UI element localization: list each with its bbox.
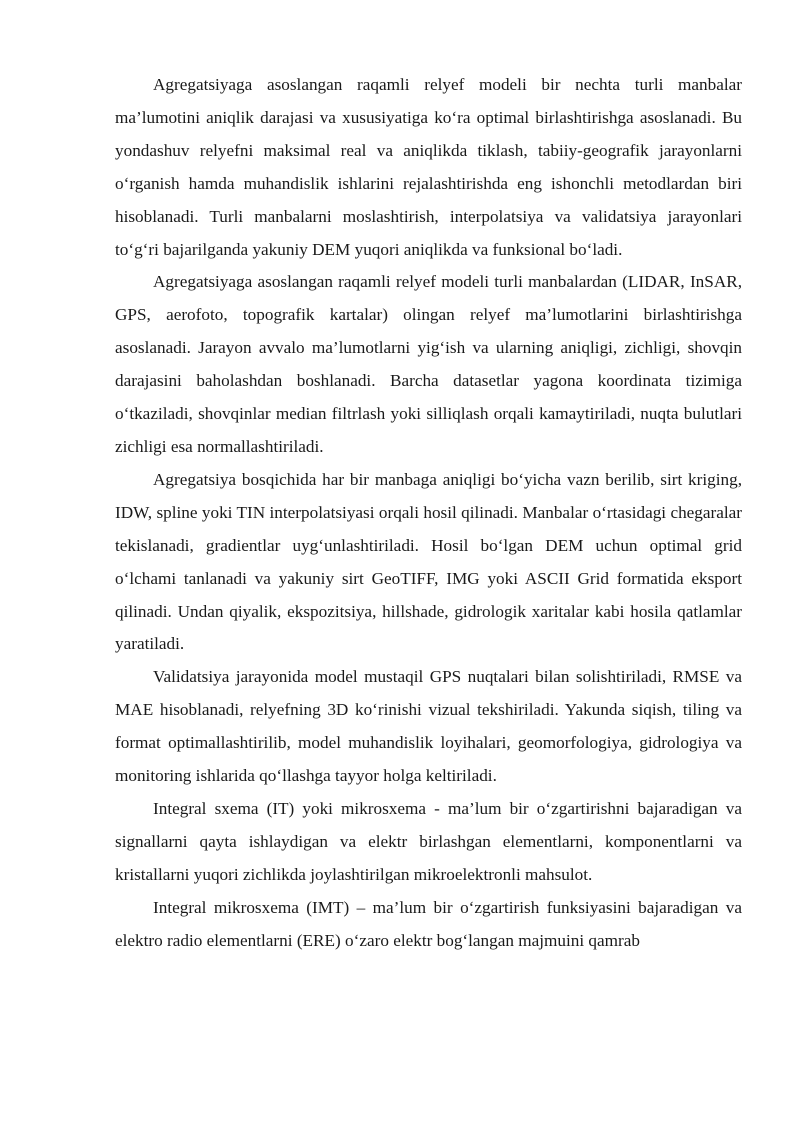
paragraph-dem-aggregation-intro: Agregatsiyaga asoslangan raqamli relyef modeli bir nechta turli manbalar ma’lumotini aniqlik darajasi va xususiyatiga ko‘ra optimal birlashtirishga asoslanadi. Bu yondashuv relyefni maksimal real va aniqlikda tiklash, tabiiy-geografik jarayonlarni o‘rganish hamda muhandislik ishlarini rejalashtirishda eng ishonchli metodlardan biri hisoblanadi. Turli manbalarni moslashtirish, interpolatsiya va validatsiya jarayonlari to‘g‘ri bajarilganda yakuniy DEM yuqori aniqlikda va funksional bo‘ladi. bbox=[115, 75, 742, 259]
paragraph-aggregation-stage: Agregatsiya bosqichida har bir manbaga aniqligi bo‘yicha vazn berilib, sirt kriging, IDW, spline yoki TIN interpolatsiyasi orqali hosil qilinadi. Manbalar o‘rtasidagi chegaralar tekislanadi, gradientlar uyg‘unlashtiriladi. Hosil bo‘lgan DEM uchun optimal grid o‘lchami tanlanadi va yakuniy sirt GeoTIFF, IMG yoki ASCII Grid formatida eksport qilinadi. Undan qiyalik, ekspozitsiya, hillshade, gidrologik xaritalar kabi hosila qatlamlar yaratiladi. bbox=[115, 469, 742, 654]
paragraph-integral-scheme: Integral sxema (IT) yoki mikrosxema - ma’lum bir o‘zgartirishni bajaradigan va signallarni qayta ishlaydigan va elektr birlashgan elementlarni, komponentlarni va kristallarni yuqori zichlikda joylashtirilgan mikroelektronli mahsulot. bbox=[115, 798, 742, 884]
paragraph-integral-microscheme: Integral mikrosxema (IMT) – ma’lum bir o‘zgartirish funksiyasini bajaradigan va elektro radio elementlarni (ERE) o‘zaro elektr bog‘langan majmuini qamrab bbox=[115, 897, 742, 950]
paragraph-dem-data-sources: Agregatsiyaga asoslangan raqamli relyef modeli turli manbalardan (LIDAR, InSAR, GPS, aerofoto, topografik kartalar) olingan relyef ma’lumotlarini birlashtirishga asoslanadi. Jarayon avvalo ma’lumotlarni yig‘ish va ularning aniqligi, zichligi, shovqin darajasini baholashdan boshlanadi. Barcha datasetlar yagona koordinata tizimiga o‘tkaziladi, shovqinlar median filtrlash yoki silliqlash orqali kamaytiriladi, nuqta bulutlari zichligi esa normallashtiriladi. bbox=[115, 272, 742, 456]
paragraph-validation: Validatsiya jarayonida model mustaqil GPS nuqtalari bilan solishtiriladi, RMSE va MAE hisoblanadi, relyefning 3D ko‘rinishi vizual tekshiriladi. Yakunda siqish, tiling va format optimallashtirilib, model muhandislik loyihalari, geomorfologiya, gidrologiya va monitoring ishlarida qo‘llashga tayyor holga keltiriladi. bbox=[115, 667, 742, 786]
document-body bbox=[115, 69, 742, 957]
